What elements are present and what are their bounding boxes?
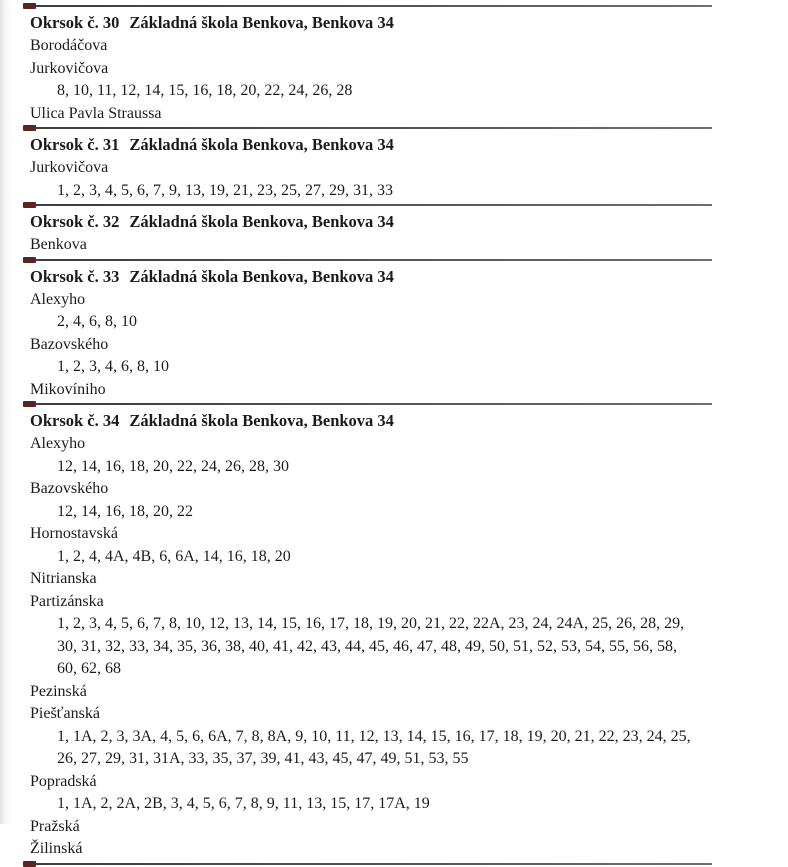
street-name: Benkova (30, 236, 87, 253)
house-numbers: 12, 14, 16, 18, 20, 22 (57, 502, 193, 520)
street-name: Hornostavská (30, 525, 118, 542)
section-heading (30, 407, 740, 433)
street-name: Mikovíniho (30, 380, 106, 398)
house-numbers: 1, 2, 3, 4, 6, 8, 10 (57, 358, 169, 375)
district-section (30, 208, 740, 257)
street-name: Nitrianska (30, 570, 97, 587)
section-divider (30, 127, 712, 129)
house-numbers: 1, 2, 4, 4A, 4B, 6, 6A, 14, 16, 18, 20 (57, 547, 291, 565)
house-numbers: 1, 1A, 2, 2A, 2B, 3, 4, 5, 6, 7, 8, 9, 11, 13, 15, 17, 17A, 19 (57, 795, 430, 812)
street-name: Borodáčova (30, 37, 108, 54)
house-numbers: 12, 14, 16, 18, 20, 22, 24, 26, 28, 30 (57, 457, 289, 475)
section-divider (30, 5, 712, 7)
section-heading (30, 208, 740, 234)
street-name: Žilinská (30, 840, 83, 857)
district-section (30, 131, 740, 202)
district-section (30, 9, 740, 125)
section-number: Okrsok č. 34 (30, 411, 120, 430)
section-divider (30, 259, 712, 261)
street-name: Jurkovičova (30, 159, 109, 176)
section-place: Základná škola Benkova, Benkova 34 (129, 13, 394, 32)
section-place: Základná škola Benkova, Benkova 34 (129, 266, 394, 286)
section-divider (30, 403, 712, 405)
street-name: Pražská (30, 817, 80, 835)
street-name: Alexyho (30, 290, 86, 308)
section-place: Základná škola Benkova, Benkova 34 (129, 212, 394, 231)
section-number: Okrsok č. 30 (30, 13, 120, 32)
street-name: Alexyho (30, 435, 86, 452)
section-number: Okrsok č. 33 (30, 266, 120, 286)
street-name: Jurkovičova (30, 59, 109, 77)
section-number: Okrsok č. 31 (30, 135, 120, 154)
section-number: Okrsok č. 32 (30, 212, 120, 231)
street-name: Pezinská (30, 682, 87, 700)
section-divider (30, 204, 712, 206)
house-numbers: 1, 2, 3, 4, 5, 6, 7, 8, 10, 12, 13, 14, 15, 16, 17, 18, 19, 20, 21, 22, 22A, 23, 24, 24A, 25, 26, 28, 29, 30, 31, 32, 33, 34, 35, 36, 38, 40, 41, 42, 43, 44, 45, 46, 47, 48, 49, 50, 51, 52, 53, 54, 55, 56, 58, 60, 62, 68 (57, 615, 685, 677)
house-numbers: 1, 1A, 2, 3, 3A, 4, 5, 6, 6A, 7, 8, 8A, 9, 10, 11, 12, 13, 14, 15, 16, 17, 18, 19, 20, 21, 22, 23, 24, 25, 26, 27, 29, 31, 31A, 33, 35, 37, 39, 41, 43, 45, 47, 49, 51, 53, 55 (57, 727, 691, 767)
street-name: Ulica Pavla Straussa (30, 104, 162, 122)
house-numbers: 8, 10, 11, 12, 14, 15, 16, 18, 20, 22, 24, 26, 28 (57, 82, 353, 99)
street-name: Bazovského (30, 335, 109, 353)
house-numbers: 2, 4, 6, 8, 10 (57, 313, 137, 330)
section-heading (30, 9, 740, 35)
district-section (30, 407, 740, 861)
house-numbers: 1, 2, 3, 4, 5, 6, 7, 9, 13, 19, 21, 23, 25, 27, 29, 31, 33 (57, 181, 393, 199)
street-name: Piešťanská (30, 705, 100, 722)
district-section (30, 263, 740, 402)
street-name: Popradská (30, 772, 97, 790)
street-name: Partizánska (30, 592, 104, 610)
section-heading (30, 263, 740, 289)
section-divider (30, 863, 712, 865)
street-name: Bazovského (30, 480, 109, 497)
section-place: Základná škola Benkova, Benkova 34 (129, 411, 394, 430)
section-place: Základná škola Benkova, Benkova 34 (129, 135, 394, 154)
section-heading (30, 131, 740, 157)
